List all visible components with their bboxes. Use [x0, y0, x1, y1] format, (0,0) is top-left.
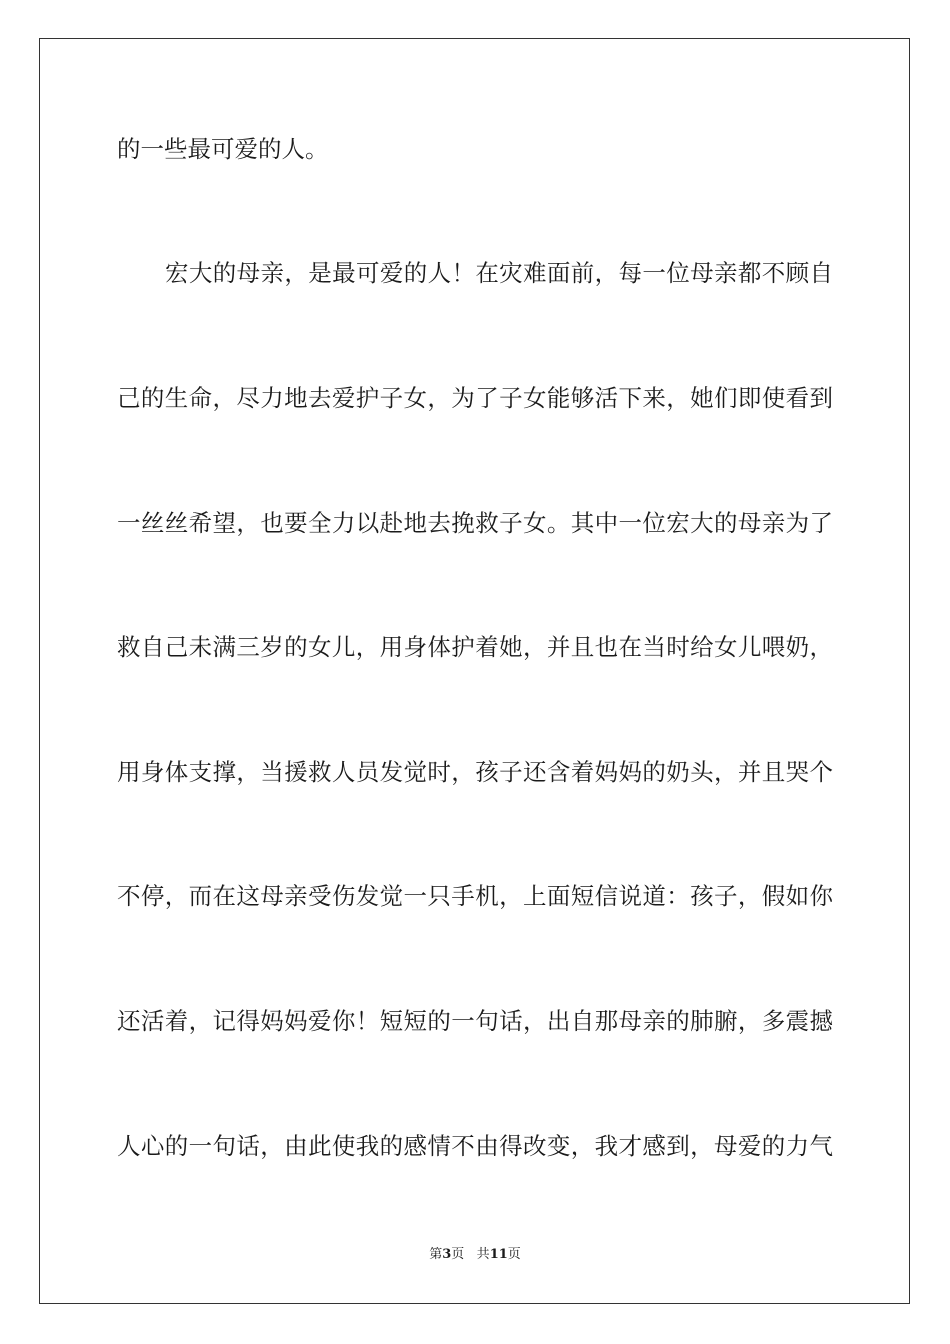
text-line-3: 己的生命，尽力地去爱护子女，为了子女能够活下来，她们即使看到: [117, 384, 833, 412]
text-line-8: 还活着，记得妈妈爱你！短短的一句话，出自那母亲的肺腑，多震撼: [117, 1007, 833, 1035]
text-line-4: 一丝丝希望，也要全力以赴地去挽救子女。其中一位宏大的母亲为了: [117, 509, 833, 537]
total-prefix: 共: [476, 1247, 490, 1262]
total-suffix: 页: [507, 1247, 521, 1262]
page-footer: [0, 1246, 950, 1264]
page-prefix: 第: [429, 1247, 443, 1262]
text-line-7: 不停，而在这母亲受伤发觉一只手机，上面短信说道：孩子，假如你: [117, 882, 833, 910]
page-number: 3: [442, 1247, 452, 1262]
text-line-9: 人心的一句话，由此使我的感情不由得改变，我才感到，母爱的力气: [117, 1132, 833, 1160]
text-line-1: 的一些最可爱的人。: [117, 135, 329, 163]
text-line-2: 宏大的母亲，是最可爱的人！在灾难面前，每一位母亲都不顾自: [165, 259, 833, 287]
text-line-5: 救自己未满三岁的女儿，用身体护着她，并且也在当时给女儿喂奶，: [117, 633, 833, 661]
text-line-6: 用身体支撑，当援救人员发觉时，孩子还含着妈妈的奶头，并且哭个: [117, 758, 833, 786]
page-suffix: 页: [451, 1247, 465, 1262]
total-pages: 11: [489, 1247, 508, 1262]
page-border: [39, 38, 910, 1304]
